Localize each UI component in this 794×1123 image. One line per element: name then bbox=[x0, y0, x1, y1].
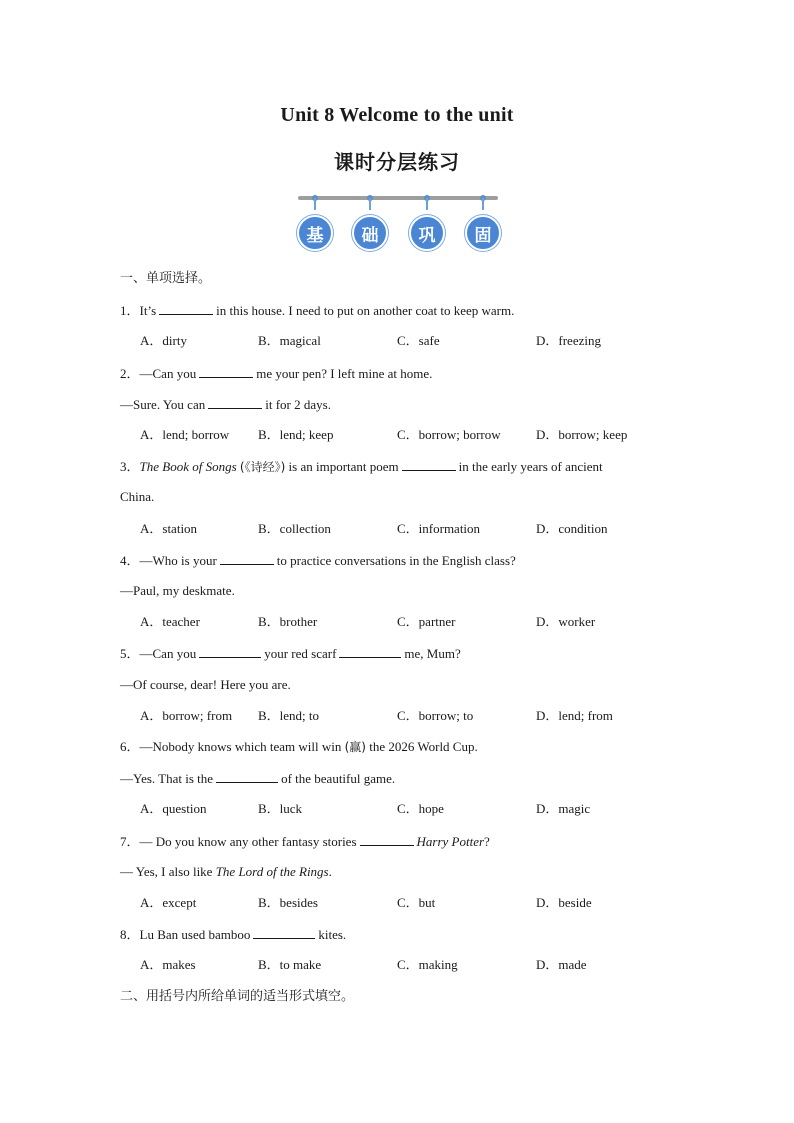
chinese-gloss: (赢) bbox=[344, 740, 366, 754]
question-3-line2: China. bbox=[120, 489, 155, 504]
question-text: —Sure. You can bbox=[120, 397, 206, 412]
option-d[interactable]: D．worker bbox=[536, 614, 596, 629]
question-text: in this house. I need to put on another coat to keep warm. bbox=[216, 303, 515, 318]
option-c[interactable]: C．making bbox=[397, 957, 458, 972]
option-a[interactable]: A．borrow; from bbox=[140, 708, 233, 723]
book-title: Harry Potter bbox=[416, 834, 485, 849]
answer-blank[interactable] bbox=[199, 645, 261, 658]
question-number: 5． bbox=[120, 646, 140, 661]
question-text: —Can you bbox=[139, 646, 197, 661]
option-b[interactable]: B．magical bbox=[258, 333, 321, 348]
section1-heading: 一、单项选择。 bbox=[120, 271, 212, 286]
chinese-gloss: (《诗经》) bbox=[239, 460, 286, 474]
option-d[interactable]: D．borrow; keep bbox=[536, 427, 628, 442]
question-text: me, Mum? bbox=[404, 646, 461, 661]
option-b[interactable]: B．to make bbox=[258, 957, 322, 972]
question-number: 2． bbox=[120, 366, 140, 381]
question-5-line2: —Of course, dear! Here you are. bbox=[120, 677, 291, 692]
question-text: it for 2 days. bbox=[265, 397, 331, 412]
question-text: me your pen? I left mine at home. bbox=[256, 366, 433, 381]
question-text: . bbox=[328, 864, 332, 879]
question-2 bbox=[120, 365, 432, 382]
banner-char-gu: 固 bbox=[465, 215, 501, 251]
option-c[interactable]: C．safe bbox=[397, 333, 440, 348]
question-text: your red scarf bbox=[264, 646, 337, 661]
option-c[interactable]: C．partner bbox=[397, 614, 456, 629]
option-a[interactable]: A．station bbox=[140, 521, 198, 536]
option-c[interactable]: C．hope bbox=[397, 801, 444, 816]
question-text: —Nobody knows which team will win bbox=[139, 739, 342, 754]
question-text: is an important poem bbox=[288, 459, 399, 474]
question-text: kites. bbox=[318, 927, 347, 942]
option-d[interactable]: D．magic bbox=[536, 801, 591, 816]
question-text: —Yes. That is the bbox=[120, 771, 214, 786]
question-number: 3． bbox=[120, 459, 140, 474]
question-number: 8． bbox=[120, 927, 140, 942]
banner-stem bbox=[369, 198, 371, 210]
question-6-line2 bbox=[120, 770, 395, 787]
option-b[interactable]: B．besides bbox=[258, 895, 318, 910]
section2-heading: 二、用括号内所给单词的适当形式填空。 bbox=[120, 989, 355, 1004]
section-banner bbox=[298, 192, 498, 254]
book-title: The Book of Songs bbox=[139, 459, 237, 474]
question-4 bbox=[120, 552, 516, 569]
answer-blank[interactable] bbox=[199, 365, 253, 378]
banner-char-chu: 础 bbox=[352, 215, 388, 251]
option-b[interactable]: B．lend; keep bbox=[258, 427, 334, 442]
option-b[interactable]: B．collection bbox=[258, 521, 331, 536]
question-number: 4． bbox=[120, 553, 140, 568]
question-6 bbox=[120, 739, 478, 755]
question-8 bbox=[120, 926, 346, 943]
option-c[interactable]: C．borrow; to bbox=[397, 708, 474, 723]
question-text: to practice conversations in the English class? bbox=[276, 553, 516, 568]
option-d[interactable]: D．made bbox=[536, 957, 587, 972]
option-b[interactable]: B．lend; to bbox=[258, 708, 320, 723]
question-5 bbox=[120, 645, 461, 662]
answer-blank[interactable] bbox=[216, 770, 278, 783]
option-c[interactable]: C．but bbox=[397, 895, 436, 910]
banner-rail bbox=[298, 196, 498, 200]
banner-char-gong: 巩 bbox=[409, 215, 445, 251]
question-text: Lu Ban used bamboo bbox=[139, 927, 251, 942]
answer-blank[interactable] bbox=[402, 458, 456, 471]
answer-blank[interactable] bbox=[220, 552, 274, 565]
option-d[interactable]: D．lend; from bbox=[536, 708, 613, 723]
question-text: It’s bbox=[139, 303, 157, 318]
banner-stem bbox=[482, 198, 484, 210]
option-a[interactable]: A．lend; borrow bbox=[140, 427, 230, 442]
answer-blank[interactable] bbox=[208, 396, 262, 409]
banner-stem bbox=[426, 198, 428, 210]
question-number: 6． bbox=[120, 739, 140, 754]
banner-stem bbox=[314, 198, 316, 210]
book-title: The Lord of the Rings bbox=[215, 864, 329, 879]
option-d[interactable]: D．beside bbox=[536, 895, 592, 910]
answer-blank[interactable] bbox=[253, 926, 315, 939]
question-text: of the beautiful game. bbox=[281, 771, 396, 786]
question-7-line2 bbox=[120, 864, 332, 880]
question-text: in the early years of ancient bbox=[458, 459, 603, 474]
option-b[interactable]: B．brother bbox=[258, 614, 318, 629]
question-text: — Do you know any other fantasy stories bbox=[139, 834, 357, 849]
question-text: ? bbox=[484, 834, 490, 849]
option-a[interactable]: A．makes bbox=[140, 957, 196, 972]
question-1 bbox=[120, 302, 514, 319]
banner-char-ji: 基 bbox=[297, 215, 333, 251]
page-title: Unit 8 Welcome to the unit bbox=[280, 104, 514, 126]
option-a[interactable]: A．except bbox=[140, 895, 197, 910]
option-c[interactable]: C．borrow; borrow bbox=[397, 427, 501, 442]
question-text: —Can you bbox=[139, 366, 197, 381]
question-4-line2: —Paul, my deskmate. bbox=[120, 583, 235, 598]
question-text: — Yes, I also like bbox=[120, 864, 213, 879]
answer-blank[interactable] bbox=[159, 302, 213, 315]
question-7 bbox=[120, 833, 490, 850]
question-2-line2 bbox=[120, 396, 331, 413]
question-number: 1． bbox=[120, 303, 140, 318]
option-d[interactable]: D．condition bbox=[536, 521, 608, 536]
page-subtitle: 课时分层练习 bbox=[334, 150, 460, 174]
question-number: 7． bbox=[120, 834, 140, 849]
question-3 bbox=[120, 458, 603, 475]
option-c[interactable]: C．information bbox=[397, 521, 481, 536]
option-a[interactable]: A．teacher bbox=[140, 614, 200, 629]
option-a[interactable]: A．question bbox=[140, 801, 207, 816]
option-a[interactable]: A．dirty bbox=[140, 333, 187, 348]
question-text: —Who is your bbox=[139, 553, 217, 568]
option-b[interactable]: B．luck bbox=[258, 801, 303, 816]
answer-blank[interactable] bbox=[360, 833, 414, 846]
answer-blank[interactable] bbox=[339, 645, 401, 658]
question-text: the 2026 World Cup. bbox=[369, 739, 478, 754]
option-d[interactable]: D．freezing bbox=[536, 333, 601, 348]
